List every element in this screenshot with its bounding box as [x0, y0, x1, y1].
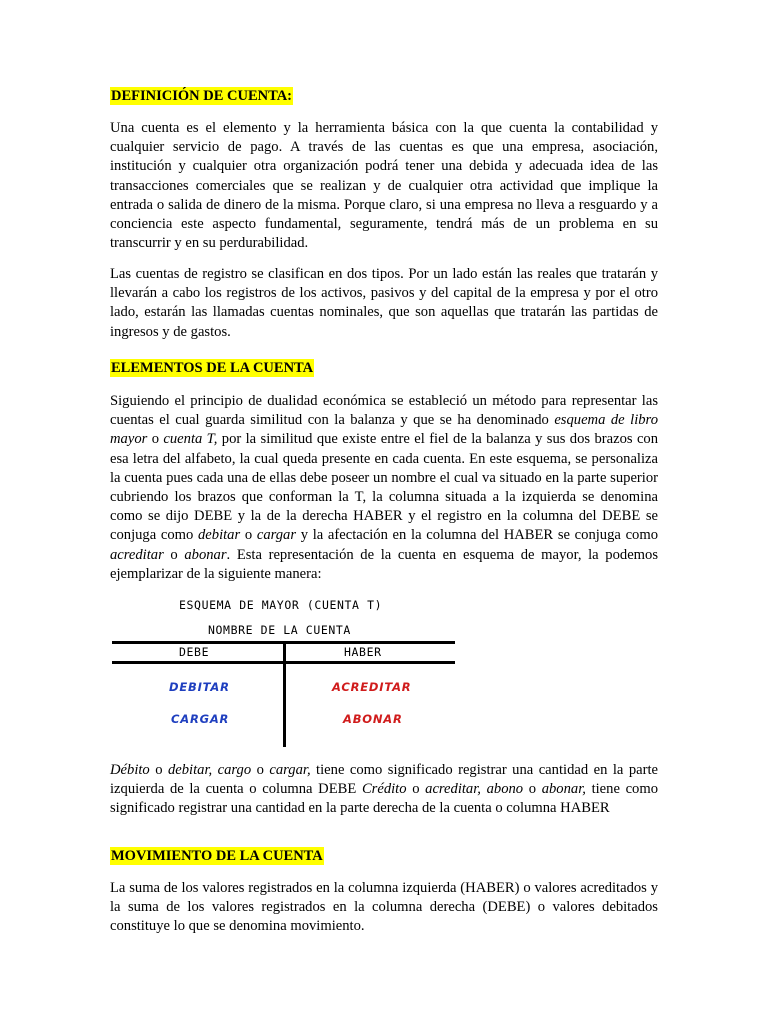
- t-account-acreditar: ACREDITAR: [332, 680, 412, 694]
- t-account-vertical-line: [283, 641, 286, 747]
- heading-movimiento-cuenta: MOVIMIENTO DE LA CUENTA: [111, 848, 323, 864]
- paragraph-elementos: Siguiendo el principio de dualidad económica se estableció un método para representar las cuentas el cual guarda similitud con la balanza y que se ha denominado esquema de libro mayor o cuenta T, por la similitud que existe entre el fiel de la balanza y sus dos brazos con esa letra del alfabeto, la cual queda presente en cada cuenta. En este esquema, se personaliza la cuenta pues cada una de ellas debe poseer un nombre el cual va situado en la parte superior cubriendo los brazos que conforman la T, la columna situada a la izquierda se denomina como se dijo DEBE y la de la derecha HABER y el registro en la columna del DEBE se conjuga como debitar o cargar y la afectación en la columna del HABER se conjuga como acreditar o abonar. Esta representación de la cuenta en esquema de mayor, la podemos ejemplarizar de la siguiente manera:: [110, 393, 659, 582]
- heading-definicion-cuenta: DEFINICIÓN DE CUENTA:: [111, 88, 292, 104]
- paragraph-debito-credito: Débito o debitar, cargo o cargar, tiene como significado registrar una cantidad en la parte izquierda de la cuenta o columna DEBE Crédito o acreditar, abono o abonar, tiene como significado registrar una cantidad en la parte derecha de la cuenta o columna HABER: [110, 762, 659, 817]
- t-account-abonar: ABONAR: [343, 712, 403, 726]
- t-account-cargar: CARGAR: [171, 712, 230, 726]
- t-account-haber-label: HABER: [344, 645, 382, 659]
- heading-elementos-cuenta: ELEMENTOS DE LA CUENTA: [111, 360, 314, 376]
- t-account-debe-label: DEBE: [179, 645, 210, 659]
- paragraph-tipos-cuentas: Las cuentas de registro se clasifican en dos tipos. Por un lado están las reales que tratarán y llevarán a cabo los registros de los activos, pasivos y del capital de la empresa y por el otro lado, estarán las llamadas cuentas nominales, que son aquellas que tratarán las partidas de ingresos y de gastos.: [110, 266, 658, 340]
- t-account-title: ESQUEMA DE MAYOR (CUENTA T): [179, 598, 383, 612]
- paragraph-movimiento: La suma de los valores registrados en la columna izquierda (HABER) o valores acreditados y la suma de los valores registrados en la columna derecha (DEBE) o valores debitados constituye lo que se denomina movimiento.: [110, 880, 658, 935]
- t-account-header-line: [112, 661, 455, 664]
- t-account-diagram: [112, 596, 457, 748]
- t-account-name: NOMBRE DE LA CUENTA: [208, 623, 351, 637]
- t-account-debitar: DEBITAR: [169, 680, 230, 694]
- paragraph-definicion: Una cuenta es el elemento y la herramienta básica con la que cuenta la contabilidad y cualquier servicio de pago. A través de las cuentas es que una empresa, asociación, institución y cualquier otra organización podrá tener una debida y adecuada idea de las transacciones comerciales que se realizan y de cualquier otra actividad que implique la entrada o salida de dinero de la misma. Porque claro, si una empresa no lleva a resguardo y a conciencia este aspecto fundamental, seguramente, tendrá más de un problema en su transcurrir y en su perdurabilidad.: [110, 120, 658, 252]
